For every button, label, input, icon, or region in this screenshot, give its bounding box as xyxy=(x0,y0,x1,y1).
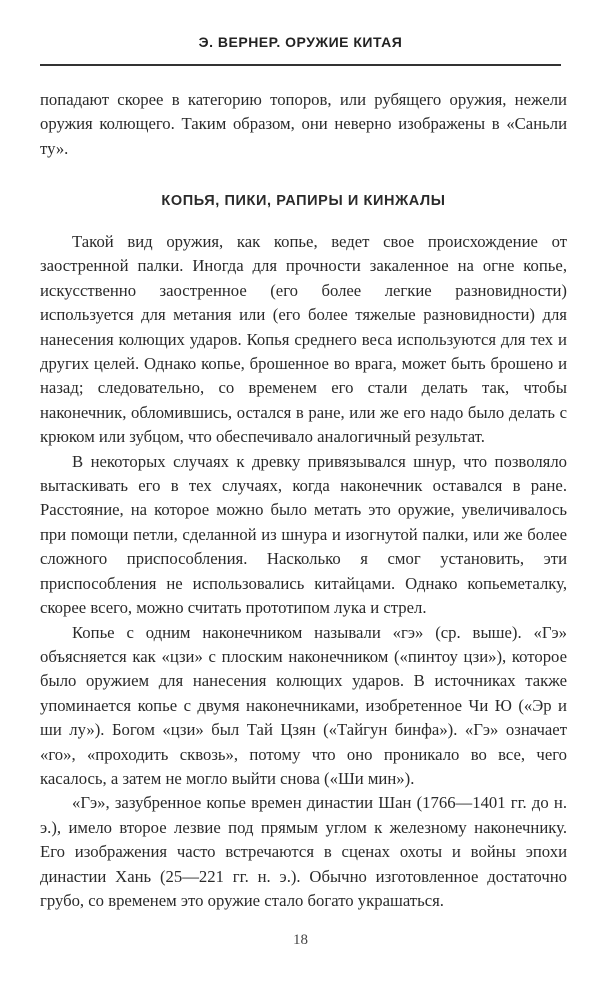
paragraph: В некоторых случаях к древку привязывался шнур, что позволяло вытаскивать его в тех случаях, когда наконечник оставался в ране. Расстояние, на которое можно было метать это оружие, увеличивалось при помощи петли, сделанной из шнура и изогнутой палки, или же более сложного приспособления. Насколько я смог установить, эти приспособления не использовались китайцами. Однако копьеметалку, скорее всего, можно считать прототипом лука и стрел. xyxy=(40,451,567,618)
continued-text-block xyxy=(40,88,567,161)
section-heading: КОПЬЯ, ПИКИ, РАПИРЫ И КИНЖАЛЫ xyxy=(161,193,446,209)
section-text-block xyxy=(40,230,567,913)
running-header: Э. ВЕРНЕР. ОРУЖИЕ КИТАЯ xyxy=(198,34,403,50)
header-rule xyxy=(40,64,561,66)
paragraph: «Гэ», зазубренное копье времен династии Шан (1766—1401 гг. до н. э.), имело второе лезвие под прямым углом к железному наконечнику. Его изображения часто встречаются в сценах охоты и войны эпохи династии Хань (25—221 гг. н. э.). Обычно изготовленное достаточно грубо, со временем это оружие стало богато украшаться. xyxy=(40,793,567,910)
page-number: 18 xyxy=(293,932,308,948)
paragraph: попадают скорее в категорию топоров, или рубящего оружия, нежели оружия колющего. Таким образом, они неверно изображены в «Саньли ту». xyxy=(40,90,567,158)
paragraph: Копье с одним наконечником называли «гэ» (ср. выше). «Гэ» объясняется как «цзи» с плоским наконечником («пинтоу цзи»), которое было оружием для нанесения колющих ударов. В источниках также упоминается копье с двумя наконечниками, изобретенное Чи Ю («Эр и ши лу»). Богом «цзи» был Тай Цзян («Тайгун бинфа»). «Гэ» означает «го», «проходить сквозь», потому что оно проникало во все, чего касалось, а затем не могло выйти снова («Ши мин»). xyxy=(40,622,567,788)
paragraph: Такой вид оружия, как копье, ведет свое происхождение от заостренной палки. Иногда для прочности закаленное на огне копье, искусственно заостренное (его более легкие разновидности) используется для метания или (его более тяжелые разновидности) для нанесения колющих ударов. Копья среднего веса используются для тех и других целей. Однако копье, брошенное во врага, может быть брошено и назад; следовательно, со временем его стали делать так, чтобы наконечник, обломившись, остался в ране, или же его надо было делать с крюком или зубцом, что обеспечивало аналогичный результат. xyxy=(40,232,567,447)
